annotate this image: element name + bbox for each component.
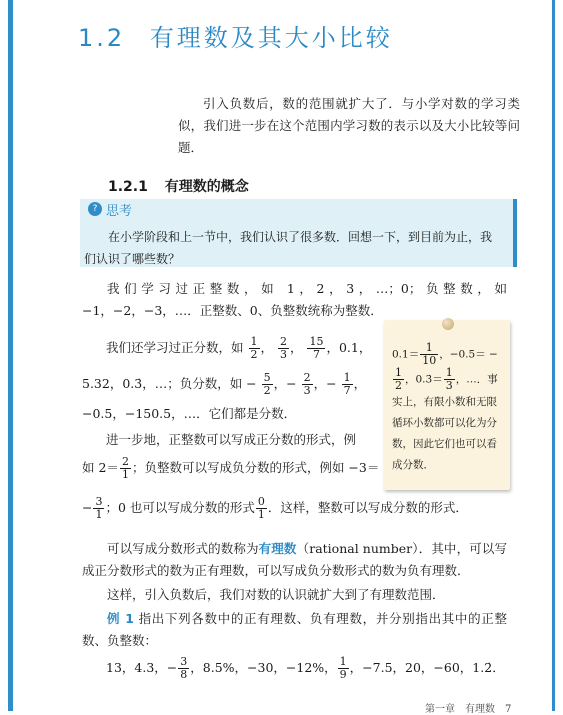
section-title: 有理数及其大小比较: [149, 24, 393, 52]
right-edge-bar: [552, 0, 555, 711]
intro-paragraph: 引入负数后，数的范围就扩大了．与小学对数的学习类似，我们进一步在这个范围内学习数的表示以及大小比较等问题．: [178, 96, 520, 155]
fractions-line-3: −0.5，−150.5，…．它们都是分数．: [82, 406, 297, 421]
fractions-lead: 我们还学习过正分数，如: [106, 340, 244, 355]
fraction: $\frac{2}{3}$: [303, 371, 311, 397]
pushpin-icon: [442, 318, 454, 330]
section-heading: [78, 18, 393, 53]
subsection-number: 1.2.1: [108, 179, 148, 195]
integers-paragraph: 我们学习过正整数，如 1，2，3，…；0；负整数，如 −1，−2，−3，…．正整数、0、负整数统称为整数．: [82, 281, 507, 318]
lightbulb-icon: ?: [88, 202, 102, 216]
fraction: $\frac{1}{2}$: [250, 335, 258, 361]
integers-as-fractions-line-1: 进一步地，正整数可以写成正分数的形式，例: [106, 432, 357, 447]
left-edge-bar: [8, 0, 13, 711]
example-numbers: 13，4.3，− $\frac{3}{8}$ ，8.5%，−30，−12%， $\frac{1}{9}$ ，−7.5，20，−60，1.2̇．: [106, 655, 505, 681]
fraction: $\frac{5}{2}$: [263, 371, 271, 397]
fraction: $\frac{1}{9}$: [339, 655, 347, 681]
fraction: $\frac{1}{7}$: [343, 371, 351, 397]
fraction: $\frac{2}{3}$: [279, 335, 287, 361]
conclusion-paragraph: 这样，引入负数后，我们对数的认识就扩大到了有理数范围．: [107, 587, 445, 602]
think-text: 在小学阶段和上一节中，我们认识了很多数．回想一下，到目前为止，我们认识了哪些数？: [84, 230, 493, 266]
subsection-title: 有理数的概念: [164, 179, 249, 195]
example-label: 例 1: [107, 611, 134, 626]
example-text: 指出下列各数中的正有理数、负有理数，并分别指出其中的正整数、负整数：: [82, 611, 507, 648]
fractions-line-1: 我们还学习过正分数，如 $\frac{1}{2}$ ， $\frac{2}{3}$ ， $\frac{15}{7}$ ，0.1，: [106, 335, 372, 361]
term-rational-number: 有理数: [258, 541, 297, 556]
fraction: $\frac{1}{3}$: [445, 366, 453, 392]
fraction: $\frac{3}{8}$: [180, 655, 188, 681]
fractions-line-2: 5.32，0.3̇，…；负分数，如 − $\frac{5}{2}$ ，− $\frac{2}{3}$ ，− $\frac{1}{7}$ ，: [82, 371, 367, 397]
page-footer: 第一章 有理数 7: [425, 704, 512, 715]
fraction: $\frac{1}{10}$: [422, 341, 437, 367]
example-1: [82, 608, 507, 652]
fraction: $\frac{0}{1}$: [257, 495, 265, 521]
fraction: $\frac{3}{1}$: [95, 495, 103, 521]
fraction: $\frac{1}{2}$: [395, 366, 402, 392]
fraction: $\frac{15}{7}$: [309, 335, 324, 361]
section-number: 1.2: [78, 24, 126, 52]
integers-as-fractions-line-2: 如 2＝ $\frac{2}{1}$ ；负整数可以写成负分数的形式，例如 −3＝: [82, 455, 380, 481]
subsection-heading: [108, 176, 249, 196]
think-label: 思考: [106, 204, 133, 219]
definition-paragraph: 可以写成分数形式的数称为有理数（rational number）．其中，可以写成正分数形式的数为正有理数，可以写成负分数形式的数为负有理数．: [82, 541, 507, 578]
side-note-text: 0.1＝ $\frac{1}{10}$ ，−0.5＝ − $\frac{1}{2}$ ，0.3̇＝ $\frac{1}{3}$ ，…．事实上，有限小数和无限循环小数都可以化为分数，因此它们也可以看成分数．: [392, 341, 498, 471]
integers-as-fractions-line-3: − $\frac{3}{1}$ ；0 也可以写成分数的形式 $\frac{0}{1}$ ．这样，整数可以写成分数的形式．: [82, 495, 468, 521]
fraction: $\frac{2}{1}$: [121, 455, 129, 481]
